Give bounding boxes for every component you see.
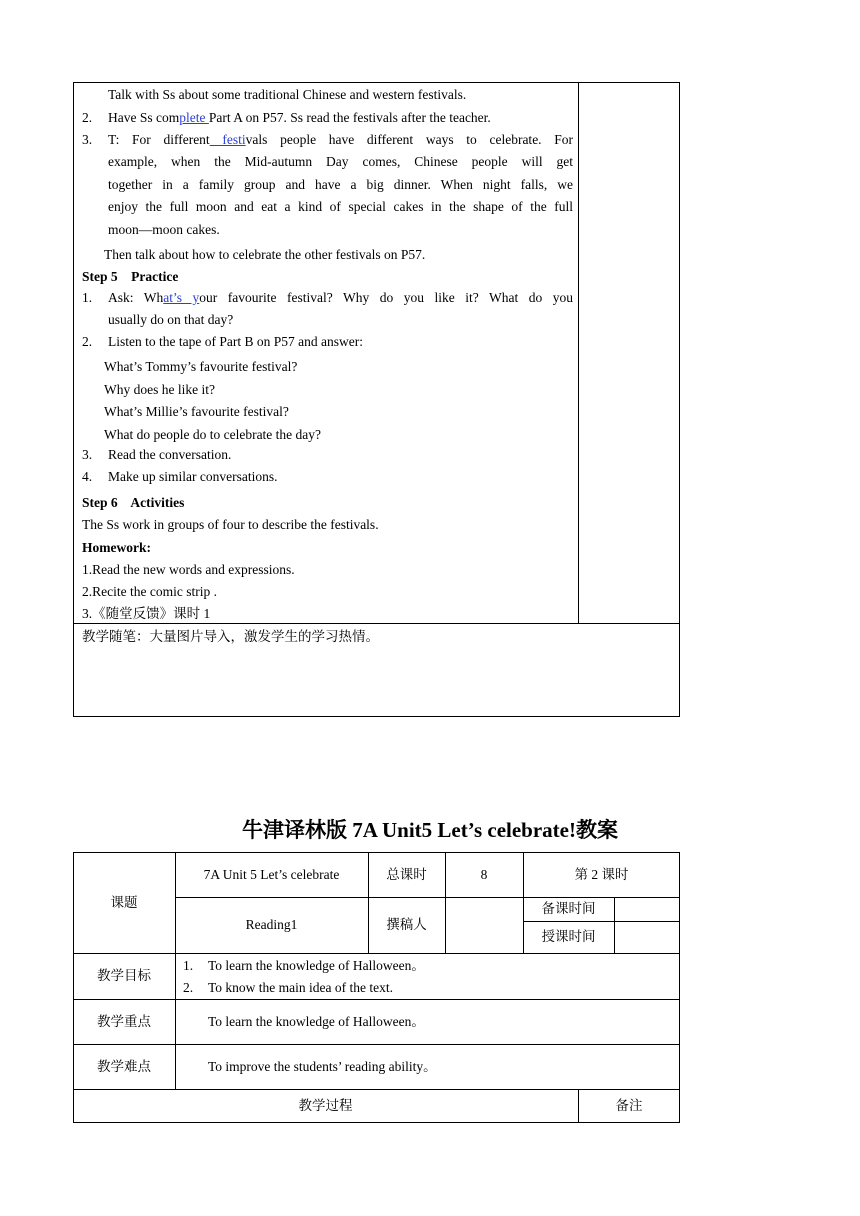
step5-heading: Step 5 Practice (82, 269, 179, 284)
then-text: Then talk about how to celebrate the other festivals on P57. (104, 247, 426, 262)
practice-read: Read the conversation. (108, 447, 232, 462)
goal-label: 教学目标 (97, 968, 151, 983)
activity-text: The Ss work in groups of four to describe the festivals. (82, 517, 379, 532)
question: What’s Millie’s favourite festival? (104, 404, 289, 419)
question: Why does he like it? (104, 382, 215, 397)
question: What do people do to celebrate the day? (104, 427, 322, 442)
hyperlink[interactable]: at’s y (163, 290, 200, 305)
hyperlink[interactable]: plete (179, 110, 209, 125)
practice-ask-line-2: usually do on that day? (108, 312, 234, 327)
difficulty-text: To improve the students’ reading ability。 (208, 1058, 437, 1074)
remark-label: 备注 (615, 1098, 643, 1113)
homework-heading: Homework: (82, 540, 151, 555)
author-label: 撰稿人 (386, 917, 427, 932)
prep-time-value (614, 897, 680, 921)
item-number: 1. (82, 290, 93, 305)
author-value (445, 897, 523, 953)
prep-time-label: 备课时间 (541, 901, 596, 916)
key-point-text: To learn the knowledge of Halloween。 (208, 1013, 425, 1029)
intro-text: Talk with Ss about some traditional Chinese and western festivals. (108, 87, 467, 102)
item-celebrate-line-3: together in a family group and have a big dinner. When night falls, we (108, 177, 573, 192)
item-number: 2. (82, 334, 93, 349)
process-label: 教学过程 (298, 1098, 353, 1113)
practice-ask-line-1: Ask: What’s your favourite festival? Why do you like it? What do you (108, 290, 573, 305)
goal-number: 1. (183, 958, 194, 973)
subtopic: Reading1 (245, 917, 298, 932)
lesson-number: 第 2 课时 (574, 866, 629, 882)
item-number: 2. (82, 110, 93, 125)
goal-item: To know the main idea of the text. (208, 980, 394, 995)
item-celebrate-line-1: T: For different festivals people have different ways to celebrate. For (108, 132, 573, 147)
practice-listen: Listen to the tape of Part B on P57 and answer: (108, 334, 363, 349)
topic-label: 课题 (110, 894, 138, 910)
question: What’s Tommy’s favourite festival? (104, 359, 298, 374)
item-complete-part-a: Have Ss complete Part A on P57. Ss read the festivals after the teacher. (108, 110, 491, 125)
total-lessons-value: 8 (480, 866, 488, 882)
item-celebrate-line-4: enjoy the full moon and eat a kind of special cakes in the shape of the full (108, 199, 573, 214)
hyperlink[interactable]: festi (209, 132, 246, 147)
teaching-notes: 教学随笔：大量图片导入，激发学生的学习热情。 (82, 629, 379, 644)
homework-item: 2.Recite the comic strip . (82, 584, 217, 599)
remarks-column-divider (578, 82, 579, 624)
teach-time-value (614, 921, 680, 953)
unit-name: 7A Unit 5 Let’s celebrate (203, 866, 340, 882)
teach-time-label: 授课时间 (541, 929, 596, 944)
difficulty-label: 教学难点 (97, 1058, 151, 1074)
practice-makeup: Make up similar conversations. (108, 469, 278, 484)
goal-item: To learn the knowledge of Halloween。 (208, 958, 425, 973)
step6-heading: Step 6 Activities (82, 495, 185, 510)
item-number: 3. (82, 132, 93, 147)
item-number: 4. (82, 469, 93, 484)
notes-row-divider (73, 623, 680, 624)
homework-item: 3.《随堂反馈》课时 1 (82, 606, 211, 621)
page-title: 牛津译林版 7A Unit5 Let’s celebrate!教案 (242, 818, 618, 842)
homework-item: 1.Read the new words and expressions. (82, 562, 295, 577)
key-point-label: 教学重点 (97, 1013, 151, 1029)
total-lessons-label: 总课时 (386, 866, 427, 882)
item-number: 3. (82, 447, 93, 462)
item-celebrate-line-5: moon—moon cakes. (108, 222, 220, 237)
item-celebrate-line-2: example, when the Mid-autumn Day comes, Chinese people will get (108, 154, 573, 169)
goal-number: 2. (183, 980, 194, 995)
